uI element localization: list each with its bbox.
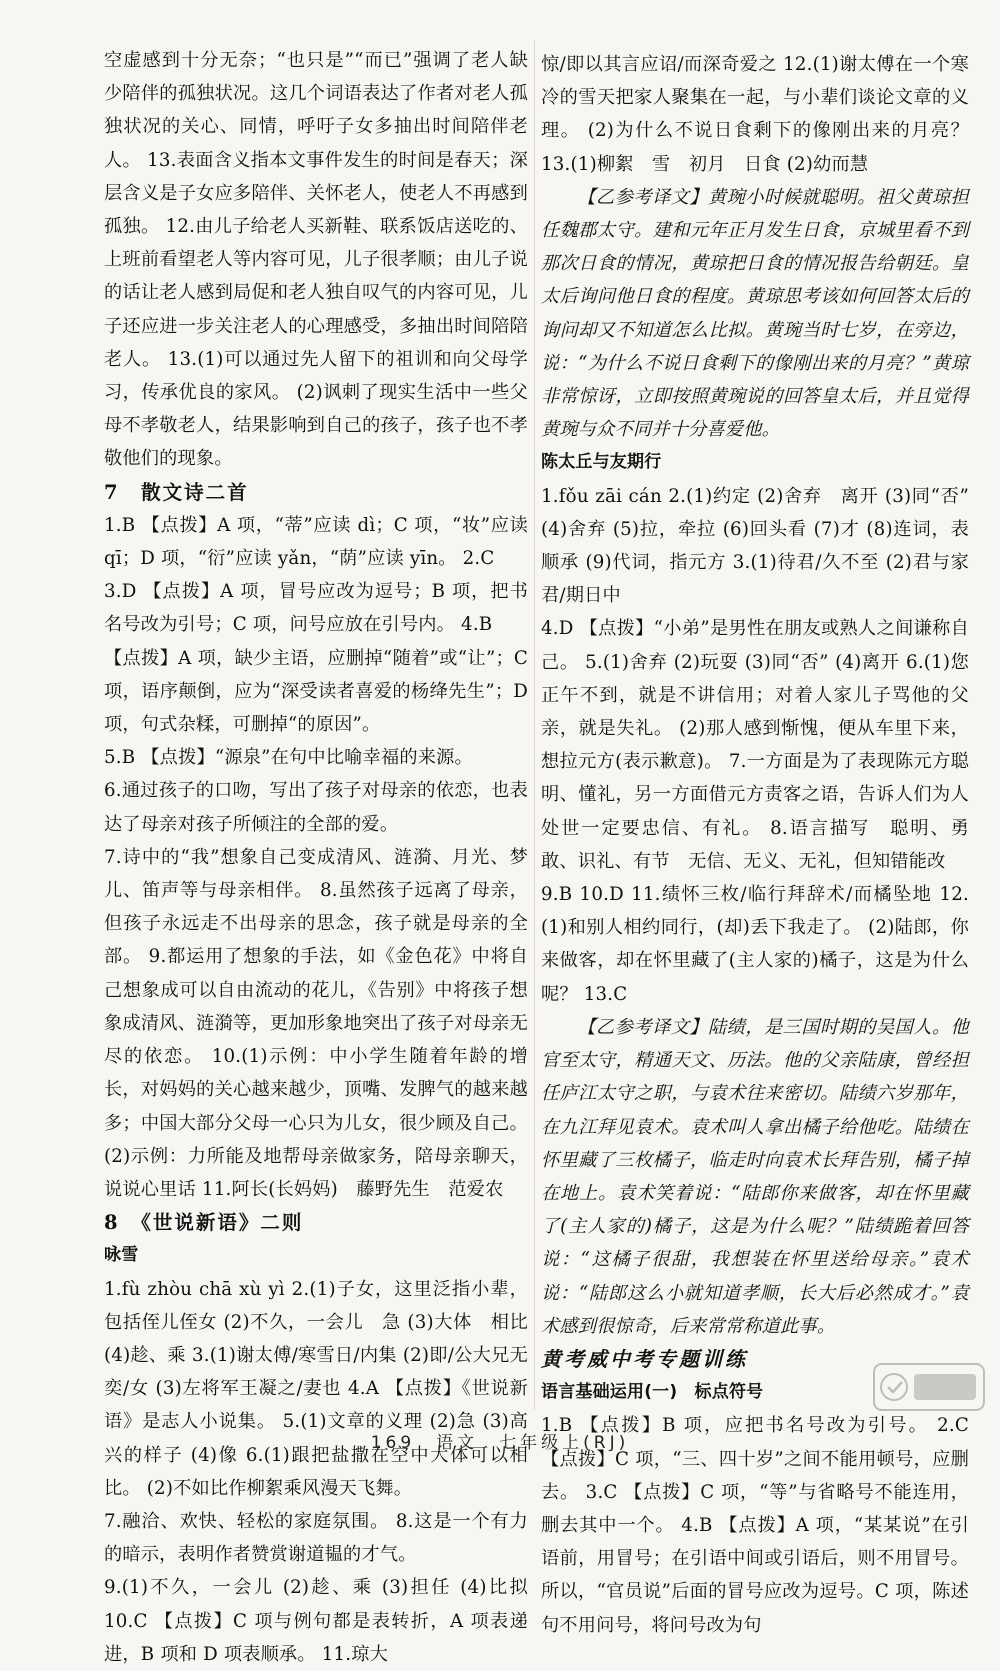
section-title-7: 7 散文诗二首 [104,480,249,504]
answer-paragraph: 【点拨】A 项，缺少主语，应删掉“随着”或“让”；C 项，语序颠倒，应为“深受读者喜爱的杨绛先生”；D 项，句式杂糅，可删掉“的原因”。 [104,647,528,736]
section-title-exam-training: 黄考威中考专题训练 [541,1346,748,1371]
subsection-title-chentaiqiu: 陈太丘与友期行 [541,452,662,473]
answer-paragraph: 4.D 【点拨】“小弟”是男性在朋友或熟人之间谦称自己。 5.(1)舍弃 (2)玩耍 (3)同“否” (4)离开 6.(1)您正午不到，就是不讲信用；对着人家儿子骂他的父亲，就是失礼。 (2)那人感到惭愧，便从车里下来，想拉元方(表示歉意)。 7.一方面是为了表现陈元方聪明、懂礼，另一方面借元方责客之语，告诉人们为人处世一定要忠信、有礼。 8.语言描写 聪明、勇敢、识礼、有节 无信、无义、无礼，但知错能改 [541,618,969,872]
answer-paragraph: 9.B 10.D 11.绩怀三枚/临行拜辞术/而橘坠地 12.(1)和别人相约同行，(却)丢下我走了。 (2)陆郎，你来做客，却在怀里藏了(主人家的)橘子，这是为什么呢？ 13.C [541,884,969,1005]
translation-paragraph: 【乙参考译文】黄琬小时候就聪明。祖父黄琼担任魏郡太守。建和元年正月发生日食，京城里看不到那次日食的情况，黄琼把日食的情况报告给朝廷。皇太后询问他日食的程度。黄琼思考该如何回答太后的询问却又不知道怎么比拟。黄琬当时七岁，在旁边，说：“为什么不说日食剩下的像刚出来的月亮？”黄琼非常惊讶，立即按照黄琬说的回答皇太后，并且觉得黄琬与众不同并十分喜爱他。 [541,186,969,441]
answer-paragraph: 1.fǒu zāi cán 2.(1)约定 (2)舍弃 离开 (3)同“否” (4)舍弃 (5)拉，牵拉 (6)回头看 (7)才 (8)连词，表顺承 (9)代词，指元方 3.(1)待君/久不至 (2)君与家君/期日中 [541,485,969,607]
answer-paragraph: 1.B 【点拨】B 项，应把书名号改为引号。 2.C 【点拨】C 项，“三、四十岁”之间不能用顿号，应删去。 3.C 【点拨】C 项，“等”与省略号不能连用，删去其中一个。 4.B 【点拨】A 项，“某某说”在引语前，用冒号；在引语中间或引语后，则不用冒号。所以，“官员说”后面的冒号应改为逗号。C 项，陈述句不用问号，将问号改为句 [541,1415,969,1636]
watermark-logo [870,1360,988,1434]
translation-paragraph: 【乙参考译文】陆绩，是三国时期的吴国人。他官至太守，精通天文、历法。他的父亲陆康，曾经担任庐江太守之职，与袁术往来密切。陆绩六岁那年，在九江拜见袁术。袁术叫人拿出橘子给他吃。陆绩在怀里藏了三枚橘子，临走时向袁术长拜告别，橘子掉在地上。袁术笑着说：“陆郎你来做客，却在怀里藏了(主人家的)橘子，这是为什么呢？”陆绩跪着回答说：“这橘子很甜，我想装在怀里送给母亲。”袁术说：“陆郎这么小就知道孝顺，长大后必然成才。”袁术感到很惊奇，后来常常称道此事。 [541,1016,969,1337]
answer-paragraph: 空虚感到十分无奈；“也只是”“而已”强调了老人缺少陪伴的孤独状况。这几个词语表达了作者对老人孤独状况的关心、同情，呼吁子女多抽出时间陪伴老人。 13.表面含义指本文事件发生的时间是春天；深层含义是子女应多陪伴、关怀老人，使老人不再感到孤独。 12.由儿子给老人买新鞋、联系饭店送吃的、上班前看望老人等内容可见，儿子很孝顺；由儿子说的话让老人感到局促和老人独自叹气的内容可见，儿子还应进一步关注老人的心理感受，多抽出时间陪陪老人。 13.(1)可以通过先人留下的祖训和向父母学习，传承优良的家风。 (2)讽刺了现实生活中一些父母不孝敬老人，结果影响到自己的孩子，孩子也不孝敬他们的现象。 [104,50,528,470]
page-footer: 169 语文 七年级上(RJ) [370,1433,630,1451]
column-divider [534,40,535,1410]
answer-paragraph: 惊/即以其言应诏/而深奇爱之 12.(1)谢太傅在一个寒冷的雪天把家人聚集在一起，与小辈们谈论文章的义理。 (2)为什么不说日食剩下的像刚出来的月亮？ 13.(1)柳絮 雪 初月 日食 (2)幼而慧 [541,54,969,175]
subsection-title-punctuation: 语言基础运用(一) 标点符号 [541,1382,764,1403]
answer-paragraph: 7.融洽、欢快、轻松的家庭氛围。 8.这是一个有力的暗示，表明作者赞赏谢道韫的才气。 [104,1510,528,1566]
answer-paragraph: 6.通过孩子的口吻，写出了孩子对母亲的依恋，也表达了母亲对孩子所倾注的全部的爱。 [104,780,528,835]
answer-paragraph: 1.B 【点拨】A 项，“蒂”应读 dì；C 项，“妆”应读 qī；D 项，“衍”应读 yǎn，“荫”应读 yīn。 2.C [104,514,528,570]
answer-paragraph: 1.fù zhòu chā xù yì 2.(1)子女，这里泛指小辈，包括侄儿侄女 (2)不久，一会儿 急 (3)大体 相比 (4)趁、乘 3.(1)谢太傅/寒雪日/内集 (2)即/公大兄无奕/女 (3)左将军王凝之/妻也 4.A 【点拨】《世说新语》是志人小说集。 5.(1)文章的义理 (2)急 (3)高兴的样子 (4)像 6.(1)跟把盐撒在空中大体可以相比。 (2)不如比作柳絮乘风漫天飞舞。 [104,1278,528,1499]
left-column [104,44,528,1671]
answer-paragraph: 5.B 【点拨】“源泉”在句中比喻幸福的来源。 [104,747,473,769]
answer-paragraph: 7.诗中的“我”想象自己变成清风、涟漪、月光、梦儿、笛声等与母亲相伴。 8.虽然孩子远离了母亲，但孩子永远走不出母亲的思念，孩子就是母亲的全部。 9.都运用了想象的手法，如《金色花》中将自己想象成可以自由流动的花儿，《告别》中将孩子想象成清风、涟漪等，更加形象地突出了孩子对母亲无尽的依恋。 10.(1)示例：中小学生随着年龄的增长，对妈妈的关心越来越少，顶嘴、发脾气的越来越多；中国大部分父母一心只为儿女，很少顾及自己。 (2)示例：力所能及地帮母亲做家务，陪母亲聊天，说说心里话 11.阿长(长妈妈) 藤野先生 范爱农 [104,846,528,1200]
subsection-title-yongxue: 咏雪 [104,1245,139,1266]
answer-paragraph: 3.D 【点拨】A 项，冒号应改为逗号；B 项，把书名号改为引号；C 项，问号应放在引号内。 4.B [104,581,528,636]
section-title-8: 8 《世说新语》二则 [104,1211,304,1235]
answer-paragraph: 9.(1)不久，一会儿 (2)趁、乘 (3)担任 (4)比拟 10.C 【点拨】C 项与例句都是表转折，A 项表递进，B 项和 D 项表顺承。 11.琼大 [104,1577,528,1665]
